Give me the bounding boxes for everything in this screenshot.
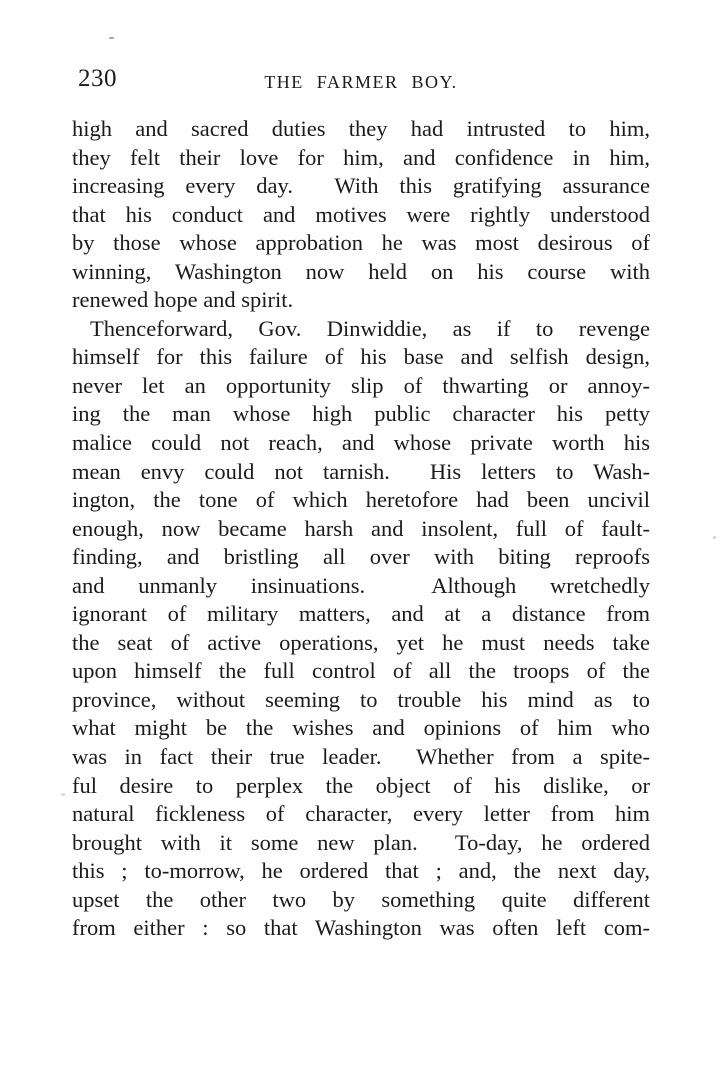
- text-line: high and sacred duties they had intrusted to him,: [72, 116, 650, 141]
- text-line: they felt their love for him, and confidence in him,: [72, 144, 650, 170]
- text-line: never let an opportunity slip of thwarting or annoy-: [72, 372, 650, 398]
- text-line: ing the man whose high public character his petty: [72, 401, 650, 427]
- text-line: renewed hope and spirit.: [72, 287, 294, 313]
- text-line: upon himself the full control of all the troops of the: [72, 658, 650, 684]
- text-line: enough, now became harsh and insolent, full of fault-: [72, 515, 650, 541]
- text-line: ington, the tone of which heretofore had been uncivil: [72, 487, 650, 513]
- text-line: natural fickleness of character, every letter from him: [72, 801, 650, 827]
- text-line: winning, Washington now held on his course with: [72, 258, 650, 284]
- text-line: and unmanly insinuations. Although wretchedly: [72, 572, 650, 598]
- text-block: [72, 115, 650, 943]
- text-line: mean envy could not tarnish. His letters to Wash-: [72, 458, 650, 484]
- text-line: the seat of active operations, yet he must needs take: [72, 629, 650, 655]
- text-line: that his conduct and motives were rightly understood: [72, 201, 650, 227]
- text-line: Thenceforward, Gov. Dinwiddie, as if to revenge: [90, 315, 650, 341]
- text-line: was in fact their true leader. Whether from a spite-: [72, 744, 650, 770]
- text-line: finding, and bristling all over with biting reproofs: [72, 544, 650, 570]
- text-line: province, without seeming to trouble his mind as to: [72, 686, 650, 712]
- text-line: what might be the wishes and opinions of him who: [72, 715, 650, 741]
- text-line: this ; to-morrow, he ordered that ; and, the next day,: [72, 858, 650, 884]
- page-number: 230: [78, 65, 117, 92]
- text-line: increasing every day. With this gratifying assurance: [72, 173, 650, 199]
- text-line: from either : so that Washington was often left com-: [72, 915, 650, 941]
- ink-speck: [109, 37, 114, 39]
- running-head: THE FARMER BOY.: [264, 72, 458, 92]
- text-line: upset the other two by something quite different: [72, 886, 650, 912]
- text-line: by those whose approbation he was most desirous of: [72, 230, 650, 256]
- ink-speck: [713, 536, 716, 539]
- text-line: ignorant of military matters, and at a distance from: [72, 601, 650, 627]
- text-line: brought with it some new plan. To-day, he ordered: [72, 829, 650, 855]
- ink-speck: [61, 793, 65, 796]
- text-line: ful desire to perplex the object of his dislike, or: [72, 772, 650, 798]
- text-line: himself for this failure of his base and selfish design,: [72, 344, 650, 370]
- text-line: malice could not reach, and whose private worth his: [72, 430, 650, 456]
